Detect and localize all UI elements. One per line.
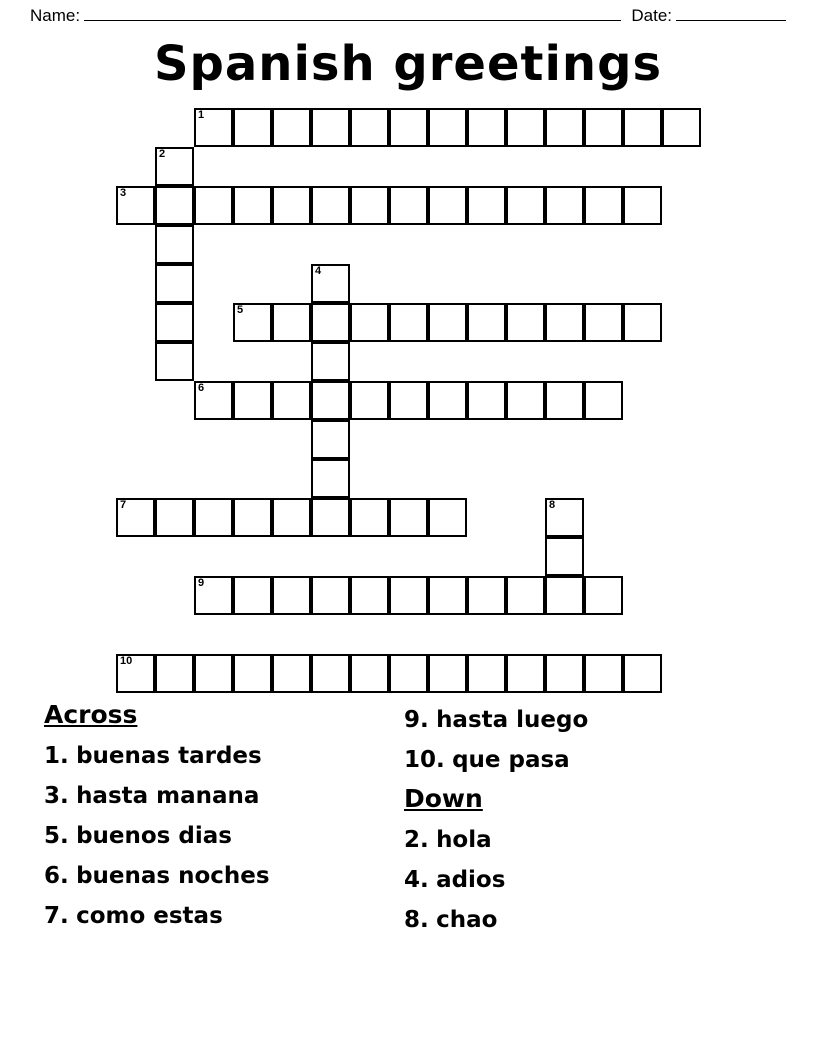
crossword-cell[interactable] <box>194 108 233 147</box>
crossword-cell[interactable] <box>194 381 233 420</box>
crossword-cell[interactable] <box>233 381 272 420</box>
crossword-cell[interactable] <box>467 654 506 693</box>
cell-number: 10 <box>120 655 133 667</box>
crossword-cell[interactable] <box>233 108 272 147</box>
clue-text: como estas <box>76 903 223 929</box>
crossword-cell[interactable] <box>584 186 623 225</box>
crossword-cell[interactable] <box>155 342 194 381</box>
crossword-cell[interactable] <box>467 303 506 342</box>
clue-text: buenos dias <box>76 823 232 849</box>
clues-section <box>44 700 774 960</box>
crossword-cell[interactable] <box>233 654 272 693</box>
clue-text: que pasa <box>452 747 570 773</box>
crossword-cell[interactable] <box>428 381 467 420</box>
crossword-cell[interactable] <box>545 381 584 420</box>
crossword-cell[interactable] <box>506 108 545 147</box>
crossword-cell[interactable] <box>584 654 623 693</box>
name-write-line[interactable] <box>84 6 621 21</box>
crossword-cell[interactable] <box>116 654 155 693</box>
crossword-cell[interactable] <box>545 186 584 225</box>
cell-number: 7 <box>120 499 127 511</box>
crossword-cell[interactable] <box>311 654 350 693</box>
crossword-cell[interactable] <box>311 381 350 420</box>
clue-number: 6. <box>44 863 69 889</box>
crossword-cell[interactable] <box>311 420 350 459</box>
clue-number: 7. <box>44 903 69 929</box>
crossword-cell[interactable] <box>116 498 155 537</box>
clue-number: 10. <box>404 747 445 773</box>
clue-across-6 <box>44 856 394 896</box>
crossword-cell[interactable] <box>311 303 350 342</box>
crossword-cell[interactable] <box>116 186 155 225</box>
worksheet-header <box>30 6 786 26</box>
crossword-cell[interactable] <box>350 186 389 225</box>
crossword-cell[interactable] <box>623 303 662 342</box>
crossword-cell[interactable] <box>467 108 506 147</box>
cell-number: 4 <box>315 265 322 277</box>
crossword-cell[interactable] <box>272 108 311 147</box>
clue-down-8 <box>404 900 754 940</box>
clue-number: 9. <box>404 707 429 733</box>
clue-across-1 <box>44 736 394 776</box>
crossword-cell[interactable] <box>155 225 194 264</box>
clue-across-9 <box>404 700 754 740</box>
crossword-cell[interactable] <box>428 576 467 615</box>
crossword-cell[interactable] <box>233 576 272 615</box>
crossword-cell[interactable] <box>467 381 506 420</box>
cell-number: 6 <box>198 382 205 394</box>
crossword-cell[interactable] <box>428 654 467 693</box>
crossword-grid <box>0 108 816 698</box>
crossword-cell[interactable] <box>623 108 662 147</box>
crossword-cell[interactable] <box>272 381 311 420</box>
date-label: Date: <box>631 6 672 25</box>
crossword-cell[interactable] <box>350 498 389 537</box>
clue-number: 1. <box>44 743 69 769</box>
cell-number: 8 <box>549 499 556 511</box>
crossword-cell[interactable] <box>272 576 311 615</box>
crossword-cell[interactable] <box>311 186 350 225</box>
crossword-cell[interactable] <box>350 576 389 615</box>
cell-number: 1 <box>198 109 205 121</box>
crossword-cell[interactable] <box>233 303 272 342</box>
crossword-cell[interactable] <box>194 576 233 615</box>
crossword-cell[interactable] <box>389 108 428 147</box>
crossword-cell[interactable] <box>155 264 194 303</box>
crossword-cell[interactable] <box>506 303 545 342</box>
crossword-cell[interactable] <box>155 654 194 693</box>
clues-column-left <box>44 700 394 936</box>
crossword-cell[interactable] <box>623 186 662 225</box>
crossword-cell[interactable] <box>545 576 584 615</box>
clues-column-right <box>404 700 754 940</box>
crossword-cell[interactable] <box>428 108 467 147</box>
crossword-cell[interactable] <box>389 381 428 420</box>
clue-down-4 <box>404 860 754 900</box>
cell-number: 2 <box>159 148 166 160</box>
clue-across-5 <box>44 816 394 856</box>
crossword-cell[interactable] <box>545 498 584 537</box>
crossword-cell[interactable] <box>389 654 428 693</box>
crossword-cell[interactable] <box>272 498 311 537</box>
crossword-cell[interactable] <box>311 108 350 147</box>
across-heading: Across <box>44 700 138 729</box>
clue-number: 8. <box>404 907 429 933</box>
crossword-cell[interactable] <box>506 576 545 615</box>
clue-text: chao <box>436 907 498 933</box>
clue-across-10 <box>404 740 754 780</box>
crossword-cell[interactable] <box>155 186 194 225</box>
page-title: Spanish greetings <box>153 36 663 92</box>
crossword-cell[interactable] <box>350 108 389 147</box>
clue-number: 5. <box>44 823 69 849</box>
crossword-cell[interactable] <box>389 576 428 615</box>
crossword-cell[interactable] <box>311 498 350 537</box>
clue-number: 2. <box>404 827 429 853</box>
clue-across-3 <box>44 776 394 816</box>
crossword-cell[interactable] <box>350 303 389 342</box>
crossword-cell[interactable] <box>506 654 545 693</box>
down-heading: Down <box>404 784 483 813</box>
clue-text: adios <box>436 867 506 893</box>
crossword-cell[interactable] <box>389 186 428 225</box>
clue-text: buenas noches <box>76 863 270 889</box>
name-label: Name: <box>30 6 81 25</box>
crossword-cell[interactable] <box>311 576 350 615</box>
cell-number: 9 <box>198 577 205 589</box>
crossword-cell[interactable] <box>155 498 194 537</box>
crossword-cell[interactable] <box>389 303 428 342</box>
crossword-cell[interactable] <box>506 186 545 225</box>
crossword-cell[interactable] <box>584 108 623 147</box>
crossword-cell[interactable] <box>467 576 506 615</box>
cell-number: 5 <box>237 304 244 316</box>
crossword-cell[interactable] <box>428 498 467 537</box>
clue-number: 3. <box>44 783 69 809</box>
crossword-cell[interactable] <box>311 264 350 303</box>
clue-text: hasta manana <box>76 783 260 809</box>
clue-across-7 <box>44 896 394 936</box>
clue-text: hola <box>436 827 492 853</box>
crossword-cell[interactable] <box>350 381 389 420</box>
crossword-cell[interactable] <box>623 654 662 693</box>
crossword-cell[interactable] <box>194 186 233 225</box>
crossword-cell[interactable] <box>584 303 623 342</box>
crossword-cell[interactable] <box>311 342 350 381</box>
crossword-cell[interactable] <box>584 381 623 420</box>
crossword-cell[interactable] <box>545 654 584 693</box>
cell-number: 3 <box>120 187 127 199</box>
crossword-cell[interactable] <box>545 303 584 342</box>
crossword-cell[interactable] <box>311 459 350 498</box>
crossword-cell[interactable] <box>545 108 584 147</box>
crossword-cell[interactable] <box>194 498 233 537</box>
crossword-cell[interactable] <box>194 654 233 693</box>
clue-text: hasta luego <box>436 707 589 733</box>
crossword-cell[interactable] <box>272 186 311 225</box>
crossword-cell[interactable] <box>272 303 311 342</box>
crossword-cell[interactable] <box>389 498 428 537</box>
crossword-cell[interactable] <box>233 498 272 537</box>
date-write-line[interactable] <box>676 6 786 21</box>
crossword-cell[interactable] <box>155 303 194 342</box>
clue-text: buenas tardes <box>76 743 262 769</box>
clue-number: 4. <box>404 867 429 893</box>
crossword-cell[interactable] <box>467 186 506 225</box>
crossword-cell[interactable] <box>506 381 545 420</box>
crossword-cell[interactable] <box>545 537 584 576</box>
crossword-cell[interactable] <box>662 108 701 147</box>
crossword-cell[interactable] <box>428 186 467 225</box>
crossword-cell[interactable] <box>350 654 389 693</box>
crossword-cell[interactable] <box>428 303 467 342</box>
clue-down-2 <box>404 820 754 860</box>
crossword-cell[interactable] <box>272 654 311 693</box>
crossword-cell[interactable] <box>155 147 194 186</box>
crossword-cell[interactable] <box>233 186 272 225</box>
crossword-cell[interactable] <box>584 576 623 615</box>
